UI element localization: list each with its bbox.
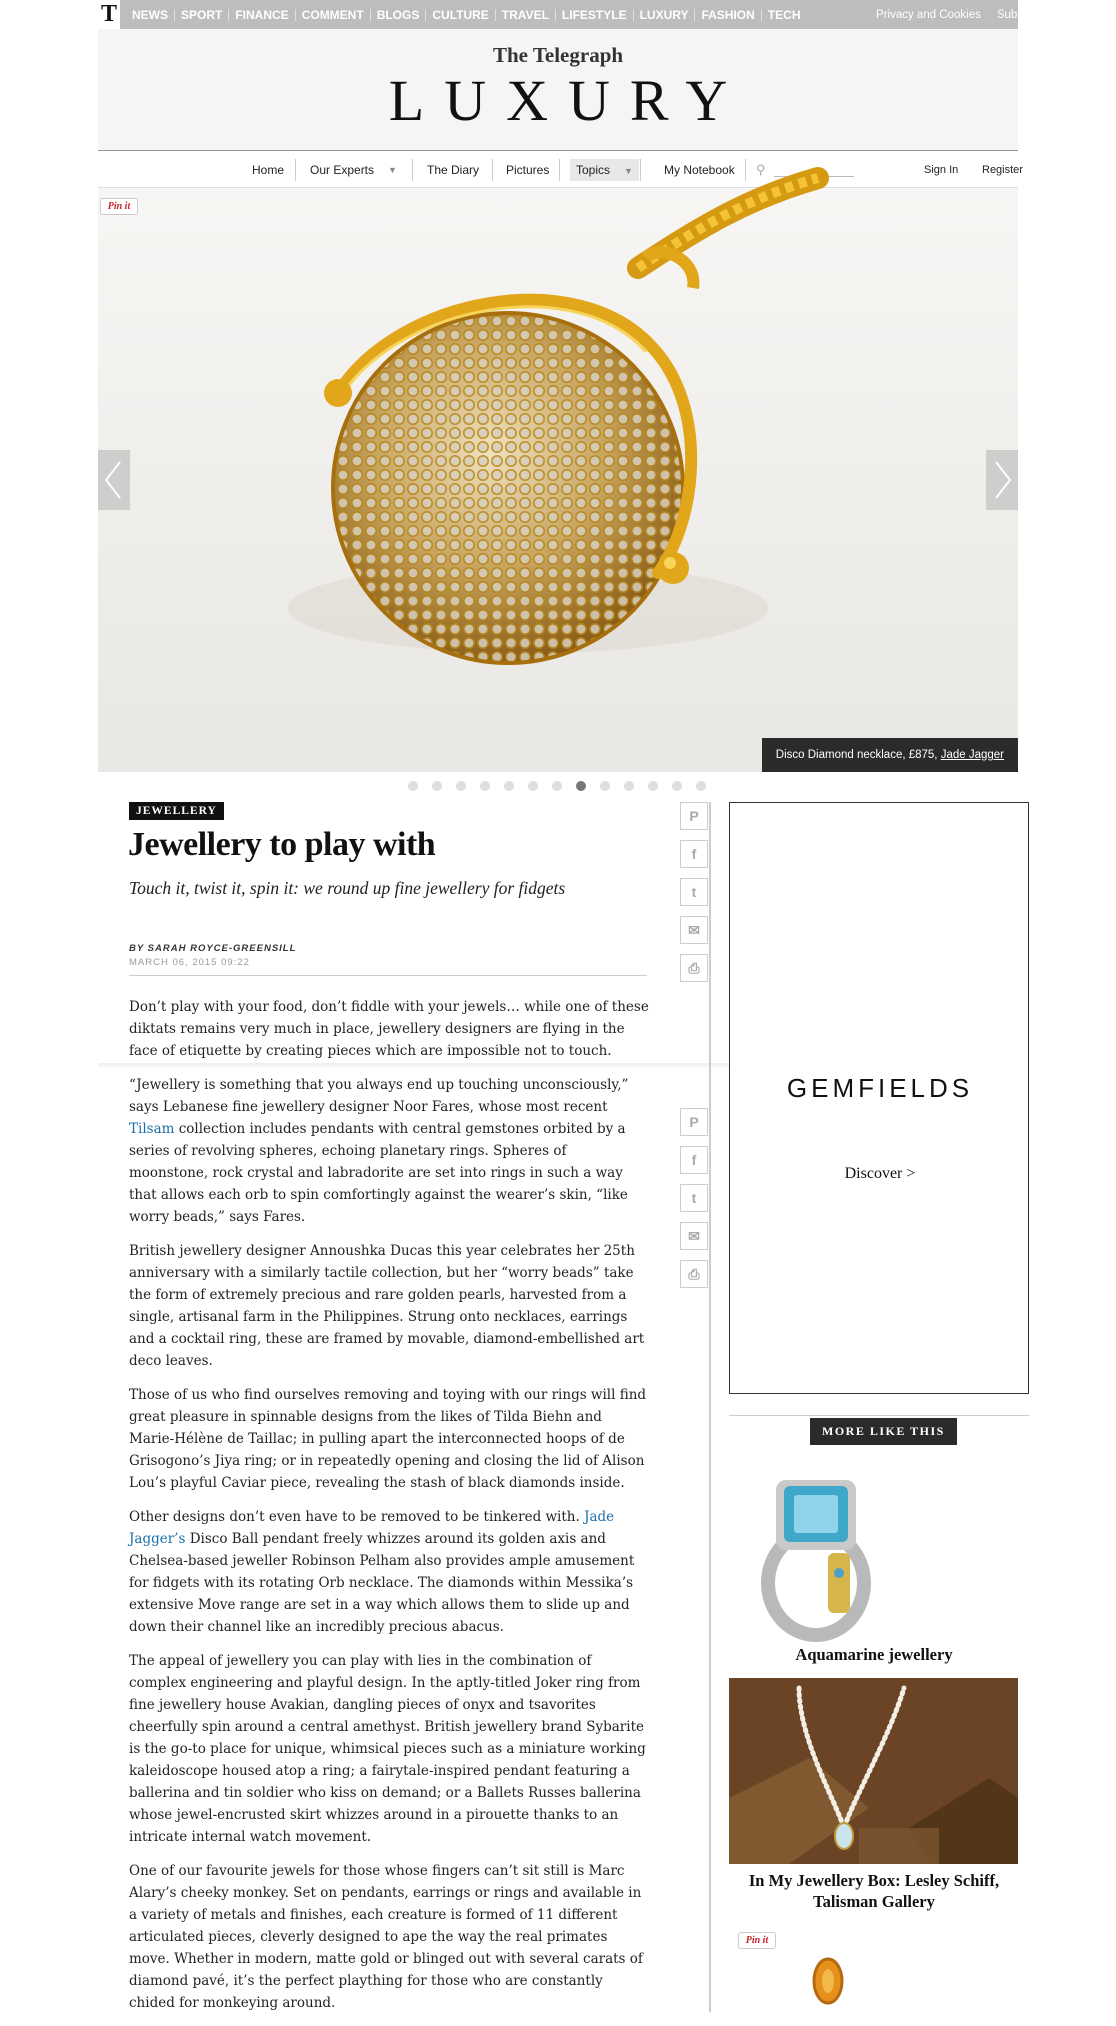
advertisement[interactable] [729, 802, 1029, 1394]
chevron-down-icon: ▼ [624, 166, 633, 176]
nav-divider [492, 159, 493, 181]
print-icon[interactable]: ⎙ [680, 1260, 708, 1288]
slide-dot[interactable] [504, 781, 514, 791]
secnav-my-notebook[interactable]: My Notebook [664, 163, 735, 177]
aquamarine-ring-image[interactable] [746, 1468, 876, 1638]
telegraph-t-logo[interactable]: T [98, 0, 120, 29]
slide-dot[interactable] [456, 781, 466, 791]
hero-slideshow[interactable] [98, 188, 1018, 772]
article-body [129, 996, 649, 2026]
next-slide-button[interactable] [986, 450, 1018, 510]
facebook-icon[interactable]: f [680, 1146, 708, 1174]
secnav-topics-label: Topics [576, 163, 611, 177]
amber-ring-image[interactable] [798, 1955, 858, 2015]
paragraph [129, 1506, 649, 1638]
caption-link-jade-jagger[interactable]: Jade Jagger [940, 749, 1004, 761]
pinterest-icon[interactable]: P [680, 802, 708, 830]
register-link[interactable]: Register [982, 164, 1023, 176]
necklace-on-box-image [729, 1678, 1018, 1864]
nav-travel[interactable]: TRAVEL [496, 9, 556, 21]
nav-news[interactable]: NEWS [126, 9, 175, 21]
chevron-down-icon[interactable]: ▼ [388, 165, 397, 175]
slide-dot[interactable] [408, 781, 418, 791]
byline[interactable]: BY SARAH ROYCE-GREENSILL [129, 943, 297, 954]
slide-dot[interactable] [576, 781, 586, 791]
paragraph-text: Disco Ball pendant freely whizzes around its golden axis and Chelsea-based jeweller Robinson Pelham also provides ample amusement for fidgets with its rotating Orb necklace. The diamonds within Messika’s extensive Move range are set in a way which allows them to slide up and down their channel like an incredibly precious abacus. [129, 1531, 635, 1635]
jade-jagger-link[interactable]: Jade Jagger’s [129, 1509, 615, 1547]
slide-dot[interactable] [552, 781, 562, 791]
related-article-aquamarine[interactable]: Aquamarine jewellery [795, 1645, 953, 1664]
secnav-home[interactable]: Home [252, 163, 285, 177]
divider [729, 1415, 1029, 1416]
divider [129, 975, 647, 976]
nav-luxury[interactable]: LUXURY [634, 9, 696, 21]
chevron-right-icon [986, 450, 1018, 510]
email-icon[interactable]: ✉ [680, 1222, 708, 1250]
nav-divider [412, 159, 413, 181]
category-tag[interactable]: JEWELLERY [129, 802, 224, 820]
ad-brand: GEMFIELDS [786, 1073, 974, 1103]
top-nav-links [126, 0, 806, 29]
nav-lifestyle[interactable]: LIFESTYLE [556, 9, 634, 21]
slide-dot[interactable] [480, 781, 490, 791]
masthead [98, 29, 1018, 151]
article-standfirst: Touch it, twist it, spin it: we round up fine jewellery for fidgets [129, 878, 566, 898]
pinterest-icon[interactable]: P [680, 1108, 708, 1136]
nav-tech[interactable]: TECH [767, 7, 801, 22]
search-icon[interactable]: ⚲ [756, 162, 766, 177]
ad-discover-link[interactable]: Discover > [844, 1165, 916, 1182]
article-headline: Jewellery to play with [128, 826, 436, 863]
disco-ball-necklace-image [98, 188, 1018, 772]
slide-dot[interactable] [672, 781, 682, 791]
left-gutter [0, 0, 98, 2004]
nav-sport[interactable]: SPORT [175, 9, 229, 21]
telegraph-wordmark[interactable]: The Telegraph [492, 43, 624, 67]
privacy-link[interactable]: Privacy and Cookies [876, 8, 981, 21]
nav-divider [295, 159, 296, 181]
facebook-icon[interactable]: f [680, 840, 708, 868]
secnav-topics[interactable] [570, 159, 639, 181]
paragraph: Those of us who find ourselves removing and toying with our rings will find great pleasure in spinnable designs from the likes of Tilda Biehn and Marie-Hélène de Taillac; in pulling apart the interconnected hoops of de Grisogono’s Jiya ring; or in repeatedly opening and closing the lid of Alison Lou’s playful Caviar piece, revealing the stash of black diamonds inside. [129, 1387, 647, 1491]
print-icon[interactable]: ⎙ [680, 954, 708, 982]
nav-blogs[interactable]: BLOGS [371, 9, 427, 21]
publish-date: MARCH 06, 2015 09:22 [129, 957, 250, 968]
section-navigation [98, 152, 1023, 188]
secnav-the-diary[interactable]: The Diary [427, 163, 480, 177]
pin-it-button[interactable]: Pin it [100, 198, 138, 215]
slide-dot[interactable] [528, 781, 538, 791]
twitter-icon[interactable]: t [680, 878, 708, 906]
top-navigation-bar [98, 0, 1048, 29]
paragraph: The appeal of jewellery you can play with lies in the combination of complex engineering and playful design. In the aptly-titled Joker ring from fine jewellery house Avakian, dangling pieces of onyx and tsavorites cheerfully spin around a central amethyst. British jewellery brand Sybarite is the go-to place for unique, whimsical pieces such as a miniature working kaleidoscope housed atop a ring; a fairytale-inspired pendant featuring a ballerina and tin soldier who kiss on demand; or a Ballets Russes ballerina whose jewel-encrusted skirt whizzes around in a pirouette thanks to an intricate internal watch movement. [129, 1653, 646, 1845]
pin-it-button[interactable]: Pin it [738, 1932, 776, 1949]
paragraph [129, 1074, 649, 1228]
nav-fashion[interactable]: FASHION [695, 9, 761, 21]
slide-dot[interactable] [696, 781, 706, 791]
secnav-pictures[interactable]: Pictures [506, 163, 550, 177]
more-like-this-heading: MORE LIKE THIS [810, 1418, 957, 1445]
paragraph-text: collection includes pendants with central gemstones orbited by a series of revolving spheres, echoing planetary rings. Spheres of moonstone, rock crystal and labradorite are set into rings in such a way that allows each orb to spin comfortingly against the wearer’s skin, “like worry beads,” says Fares. [129, 1121, 628, 1225]
caption-text: Disco Diamond necklace, £875, [775, 749, 941, 761]
nav-divider [640, 159, 641, 181]
tilsam-link[interactable]: Tilsam [129, 1121, 175, 1137]
subscribe-link[interactable]: Subscribe [996, 8, 1048, 21]
email-icon[interactable]: ✉ [680, 916, 708, 944]
slide-dot[interactable] [648, 781, 658, 791]
related-article-jewellery-box[interactable]: In My Jewellery Box: Lesley Schiff, Talisman Gallery [748, 1871, 1000, 1911]
nav-finance[interactable]: FINANCE [229, 9, 295, 21]
section-title[interactable]: LUXURY [388, 68, 748, 133]
image-caption [762, 738, 1018, 772]
column-divider [709, 802, 711, 2012]
sign-in-link[interactable]: Sign In [924, 164, 959, 176]
paragraph-text: “Jewellery is something that you always end up touching unconsciously,” says Lebanese fine jewellery designer Noor Fares, whose most recent [129, 1077, 629, 1115]
paragraph: Don’t play with your food, don’t fiddle with your jewels… while one of these diktats remains very much in place, jewellery designers are flying in the face of etiquette by creating pieces which are impossible not to touch. [129, 999, 649, 1059]
paragraph-text: Other designs don’t even have to be removed to be tinkered with. [129, 1509, 585, 1525]
slide-dot[interactable] [624, 781, 634, 791]
page-wrapper [98, 0, 1048, 2011]
nav-divider [559, 159, 560, 181]
nav-divider [745, 159, 746, 181]
top-utility-links [868, 0, 1048, 29]
jewellery-box-image[interactable] [729, 1678, 1018, 1864]
paragraph: One of our favourite jewels for those whose fingers can’t sit still is Marc Alary’s cheeky monkey. Set on pendants, earrings or rings and available in a variety of metals and finishes, each creature is formed of 11 different articulated pieces, cleverly designed to ape the way the real primates move. Whether in modern, matte gold or blinged out with several carats of diamond pavé, it’s the perfect plaything for those who are constantly chided for monkeying around. [129, 1863, 643, 2011]
secnav-our-experts[interactable]: Our Experts [310, 163, 375, 177]
nav-culture[interactable]: CULTURE [426, 9, 495, 21]
chevron-left-icon [98, 450, 130, 510]
share-bar-sticky [680, 1108, 710, 1298]
slide-dot[interactable] [600, 781, 610, 791]
share-bar-top [680, 802, 710, 992]
twitter-icon[interactable]: t [680, 1184, 708, 1212]
nav-comment[interactable]: COMMENT [296, 9, 371, 21]
slide-indicator [408, 781, 720, 791]
previous-slide-button[interactable] [98, 450, 130, 510]
slide-dot[interactable] [432, 781, 442, 791]
paragraph: British jewellery designer Annoushka Ducas this year celebrates her 25th anniversary with a similarly tactile collection, but her “worry beads” take the form of extremely precious and rare golden pearls, harvested from a single, artisanal farm in the Philippines. Strung onto necklaces, earrings and a cocktail ring, these are framed by movable, diamond-embellished art deco leaves. [129, 1243, 645, 1369]
